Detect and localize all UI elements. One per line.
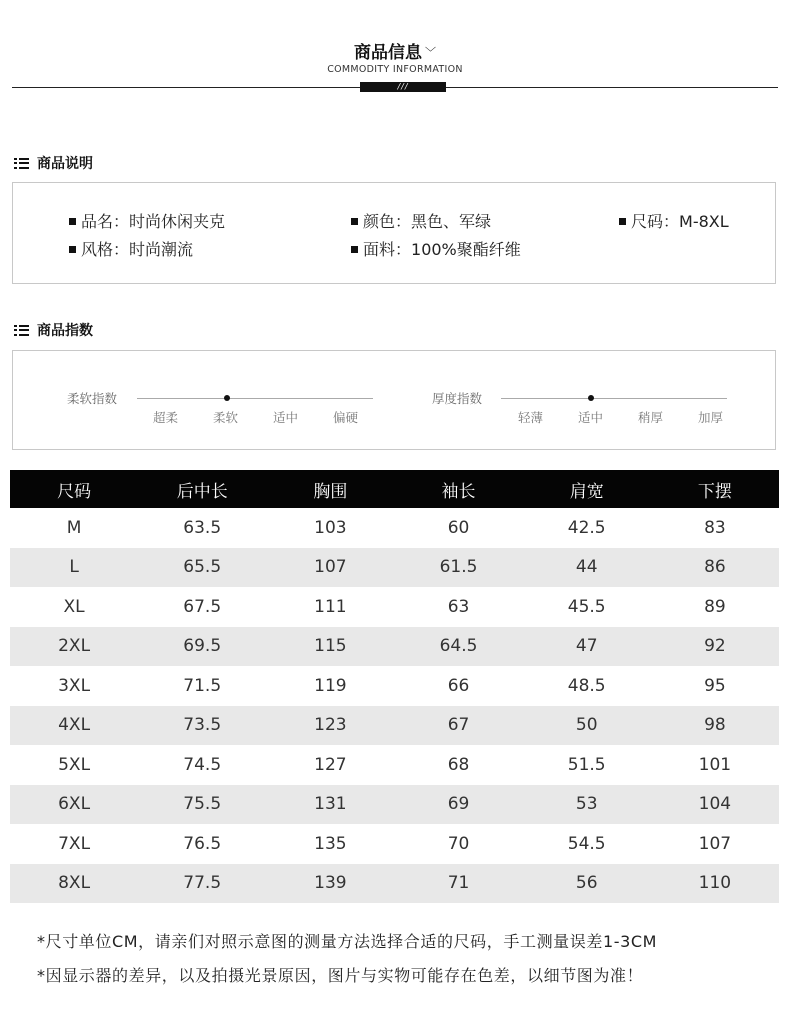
page-title: [0, 38, 790, 63]
table-cell: 75.5: [138, 785, 266, 825]
table-cell: 42.5: [567, 517, 606, 538]
desc-value: 黑色、军绿: [411, 212, 492, 231]
desc-label: 品名：: [81, 212, 130, 231]
table-cell: 64.5: [394, 627, 522, 667]
table-cell: L: [10, 548, 138, 588]
table-cell: 127: [314, 754, 347, 775]
table-cell: 107: [698, 833, 732, 854]
thickness-option: 加厚: [698, 410, 724, 425]
bullet-square-icon: [351, 218, 358, 225]
column-header: 肩宽: [523, 470, 651, 508]
column-header: 后中长: [138, 470, 266, 508]
table-cell: 104: [651, 785, 779, 825]
table-cell: 69: [394, 785, 522, 825]
table-cell: 68: [447, 754, 470, 775]
table-cell: 7XL: [58, 833, 91, 854]
table-cell: 63: [447, 596, 470, 617]
table-cell: 131: [266, 785, 394, 825]
desc-label: 颜色：: [363, 212, 412, 231]
thickness-scale-line: [501, 398, 727, 399]
column-header: 下摆: [651, 470, 779, 508]
table-cell: 98: [651, 706, 779, 746]
bullet-square-icon: [619, 218, 626, 225]
table-row: [10, 785, 779, 825]
softness-option: 超柔: [153, 410, 179, 425]
desc-value: 时尚休闲夹克: [129, 212, 226, 231]
table-cell: 73.5: [138, 706, 266, 746]
description-heading: [14, 153, 93, 173]
thickness-option: 适中: [578, 410, 604, 425]
table-header-row: [10, 470, 779, 508]
thickness-option: 稍厚: [638, 410, 664, 425]
table-cell: M: [66, 517, 82, 538]
page-title-text: 商品信息: [354, 43, 422, 63]
table-cell: 6XL: [10, 785, 138, 825]
list-icon: [14, 325, 29, 336]
softness-marker: [224, 395, 230, 401]
table-row: [10, 627, 779, 667]
section-header: [0, 0, 790, 100]
table-cell: 123: [266, 706, 394, 746]
table-cell: 76.5: [183, 833, 222, 854]
table-cell: 8XL: [10, 864, 138, 904]
desc-value: 100%聚酯纤维: [411, 240, 521, 259]
table-cell: 70: [447, 833, 470, 854]
table-cell: 89: [704, 596, 726, 617]
table-cell: 92: [651, 627, 779, 667]
desc-label: 面料：: [363, 240, 412, 259]
table-cell: 56: [523, 864, 651, 904]
desc-label: 风格：: [81, 240, 130, 259]
desc-item-size: [619, 209, 729, 232]
table-cell: 60: [447, 517, 470, 538]
table-cell: 83: [704, 517, 726, 538]
desc-item-color: [351, 209, 491, 232]
table-cell: 63.5: [183, 517, 222, 538]
table-row: [10, 508, 779, 548]
table-cell: 3XL: [58, 675, 91, 696]
table-row: [10, 587, 779, 627]
header-accent-bar: ///: [360, 82, 446, 92]
bullet-square-icon: [351, 246, 358, 253]
table-row: [10, 824, 779, 864]
table-row: [10, 706, 779, 746]
table-row: [10, 864, 779, 904]
desc-item-style: [69, 237, 193, 260]
table-cell: 5XL: [58, 754, 91, 775]
note-measurement: *尺寸单位CM，请亲们对照示意图的测量方法选择合适的尺码，手工测量误差1-3CM: [37, 932, 658, 951]
table-cell: 48.5: [567, 675, 606, 696]
note-color-difference: *因显示器的差异，以及拍摄光景原因，图片与实物可能存在色差，以细节图为准！: [37, 966, 644, 985]
table-cell: 103: [314, 517, 347, 538]
table-cell: 135: [314, 833, 347, 854]
chevron-down-icon: ﹀: [425, 46, 436, 59]
list-icon: [14, 158, 29, 169]
table-cell: 71.5: [183, 675, 222, 696]
indices-box: [12, 350, 776, 450]
desc-value: M-8XL: [679, 212, 729, 231]
table-cell: 110: [651, 864, 779, 904]
table-cell: 65.5: [138, 548, 266, 588]
table-cell: 67: [394, 706, 522, 746]
softness-label: 柔软指数: [67, 391, 118, 406]
bullet-square-icon: [69, 246, 76, 253]
column-header: 尺码: [10, 470, 138, 508]
thickness-label: 厚度指数: [432, 391, 483, 406]
table-cell: 61.5: [394, 548, 522, 588]
table-cell: 66: [447, 675, 470, 696]
table-cell: 69.5: [138, 627, 266, 667]
desc-item-fabric: [351, 237, 521, 260]
table-cell: XL: [63, 596, 85, 617]
column-header: 胸围: [266, 470, 394, 508]
thickness-option: 轻薄: [518, 410, 544, 425]
table-cell: 45.5: [567, 596, 606, 617]
softness-option: 柔软: [213, 410, 239, 425]
table-row: [10, 666, 779, 706]
table-cell: 107: [266, 548, 394, 588]
table-cell: 77.5: [138, 864, 266, 904]
table-cell: 44: [523, 548, 651, 588]
table-cell: 2XL: [10, 627, 138, 667]
table-cell: 111: [314, 596, 347, 617]
description-box: [12, 182, 776, 284]
description-heading-text: 商品说明: [37, 156, 93, 172]
table-cell: 101: [698, 754, 732, 775]
softness-option: 适中: [273, 410, 299, 425]
table-cell: 53: [523, 785, 651, 825]
table-cell: 51.5: [567, 754, 606, 775]
table-cell: 115: [266, 627, 394, 667]
table-row: [10, 745, 779, 785]
bullet-square-icon: [69, 218, 76, 225]
table-cell: 47: [523, 627, 651, 667]
table-row: [10, 548, 779, 588]
desc-label: 尺码：: [631, 212, 680, 231]
page-subtitle: COMMODITY INFORMATION: [327, 64, 463, 75]
size-table: [10, 470, 779, 903]
table-cell: 67.5: [183, 596, 222, 617]
table-cell: 119: [314, 675, 347, 696]
table-cell: 95: [704, 675, 726, 696]
softness-scale-line: [137, 398, 373, 399]
table-cell: 54.5: [567, 833, 606, 854]
column-header: 袖长: [394, 470, 522, 508]
desc-item-name: [69, 209, 225, 232]
table-cell: 86: [651, 548, 779, 588]
desc-value: 时尚潮流: [129, 240, 194, 259]
indices-heading-text: 商品指数: [37, 323, 93, 339]
table-cell: 74.5: [183, 754, 222, 775]
table-cell: 71: [394, 864, 522, 904]
table-cell: 4XL: [10, 706, 138, 746]
indices-heading: [14, 320, 93, 340]
table-cell: 139: [266, 864, 394, 904]
table-cell: 50: [523, 706, 651, 746]
softness-option: 偏硬: [333, 410, 359, 425]
thickness-marker: [588, 395, 594, 401]
